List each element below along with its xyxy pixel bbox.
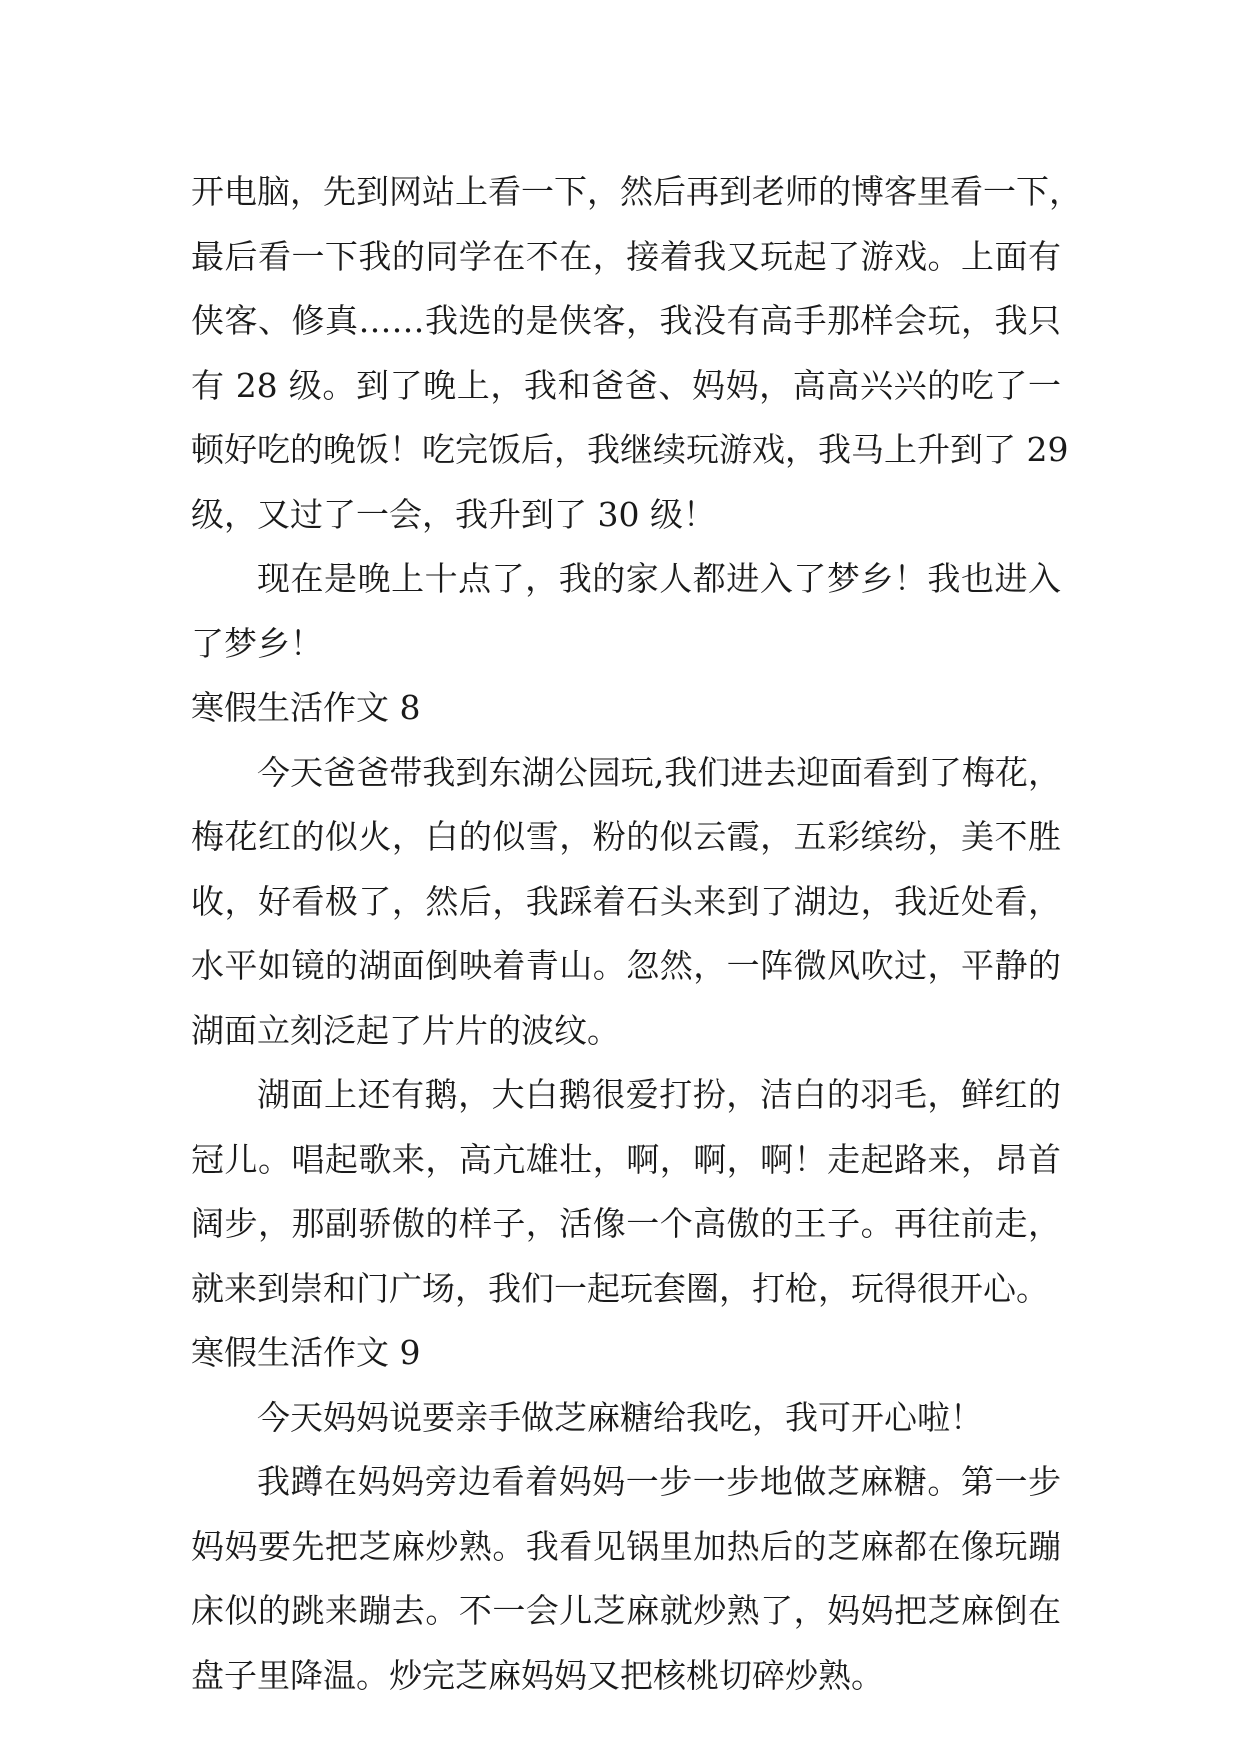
text-line: 级，又过了一会，我升到了 30 级！ — [191, 494, 716, 534]
text-line: 开电脑，先到网站上看一下，然后再到老师的博客里看一下， — [191, 172, 1082, 211]
text-line: 今天妈妈说要亲手做芝麻糖给我吃，我可开心啦！ — [257, 1397, 983, 1437]
section-heading: 寒假生活作文 9 — [191, 1333, 421, 1372]
text-line: 水平如镜的湖面倒映着青山。忽然，一阵微风吹过，平静的 — [191, 946, 1061, 985]
text-line: 妈妈要先把芝麻炒熟。我看见锅里加热后的芝麻都在像玩蹦 — [191, 1526, 1061, 1566]
text-line: 我蹲在妈妈旁边看着妈妈一步一步地做芝麻糖。第一步 — [257, 1462, 1061, 1501]
essay-body — [191, 160, 1082, 1708]
text-line: 湖面上还有鹅，大白鹅很爱打扮，洁白的羽毛，鲜红的 — [257, 1075, 1061, 1114]
text-line: 梅花红的似火，白的似雪，粉的似云霞，五彩缤纷，美不胜 — [191, 817, 1061, 856]
text-line: 床似的跳来蹦去。不一会儿芝麻就炒熟了，妈妈把芝麻倒在 — [191, 1591, 1061, 1630]
text-line: 就来到崇和门广场，我们一起玩套圈，打枪，玩得很开心。 — [191, 1268, 1049, 1308]
text-line: 顿好吃的晚饭！吃完饭后，我继续玩游戏，我马上升到了 29 — [191, 430, 1069, 469]
text-line: 盘子里降温。炒完芝麻妈妈又把核桃切碎炒熟。 — [191, 1655, 884, 1695]
text-line: 阔步，那副骄傲的样子，活像一个高傲的王子。再往前走， — [191, 1204, 1061, 1243]
text-line: 今天爸爸带我到东湖公园玩,我们进去迎面看到了梅花， — [257, 752, 1061, 792]
text-line: 收，好看极了，然后，我踩着石头来到了湖边，我近处看， — [191, 881, 1061, 921]
text-line: 了梦乡！ — [191, 623, 323, 663]
text-line: 侠客、修真……我选的是侠客，我没有高手那样会玩，我只 — [191, 301, 1061, 340]
text-line: 现在是晚上十点了，我的家人都进入了梦乡！我也进入 — [257, 559, 1061, 598]
text-line: 湖面立刻泛起了片片的波纹。 — [191, 1010, 620, 1050]
text-line: 有 28 级。到了晚上，我和爸爸、妈妈，高高兴兴的吃了一 — [191, 365, 1061, 405]
section-heading: 寒假生活作文 8 — [191, 688, 421, 727]
text-line: 最后看一下我的同学在不在，接着我又玩起了游戏。上面有 — [191, 236, 1061, 276]
text-line: 冠儿。唱起歌来，高亢雄壮，啊，啊，啊！走起路来，昂首 — [191, 1139, 1061, 1179]
